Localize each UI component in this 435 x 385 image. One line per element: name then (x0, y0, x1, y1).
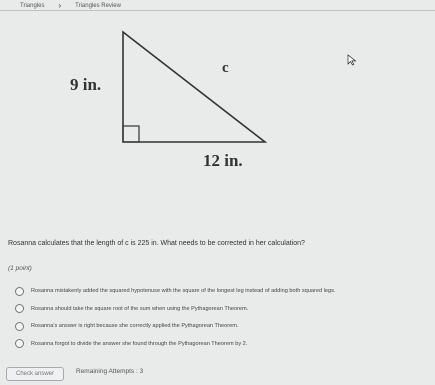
points-label: (1 point) (8, 265, 32, 272)
breadcrumb (20, 1, 121, 10)
radio-button[interactable] (15, 287, 24, 296)
answer-option-label: Rosanna forgot to divide the answer she found through the Pythagorean Theorem by 2. (31, 340, 248, 347)
answer-option-label: Rosanna should take the square root of the sum when using the Pythagorean Theorem. (31, 305, 249, 312)
hypotenuse-label: c (222, 60, 229, 76)
radio-button[interactable] (15, 322, 24, 331)
radio-button[interactable] (15, 304, 24, 313)
right-triangle-figure (60, 22, 280, 182)
mouse-cursor-icon (347, 54, 357, 66)
header-divider (0, 10, 435, 11)
answer-option-label: Rosanna's answer is right because she correctly applied the Pythagorean Theorem. (31, 323, 239, 329)
chevron-right-icon: › (58, 1, 62, 10)
answer-option-2[interactable] (15, 301, 425, 317)
remaining-attempts: Remaining Attempts : 3 (76, 368, 144, 375)
answer-option-3[interactable] (15, 318, 425, 334)
answer-options (15, 283, 425, 353)
question-text: Rosanna calculates that the length of c is 225 in. What needs to be corrected in her calculation? (8, 240, 305, 247)
triangle-outline (123, 32, 265, 142)
leg-label: 9 in. (70, 75, 102, 94)
answer-option-label: Rosanna mistakenly added the squared hypotenuse with the square of the longest leg instead of adding both squared legs. (31, 288, 336, 294)
radio-button[interactable] (15, 339, 24, 348)
check-answer-button[interactable]: Check answer (6, 367, 64, 381)
breadcrumb-parent[interactable]: Triangles (20, 2, 45, 9)
right-angle-marker (123, 126, 139, 142)
breadcrumb-current: Triangles Review (75, 2, 121, 9)
answer-option-1[interactable] (15, 283, 425, 299)
answer-option-4[interactable] (15, 336, 425, 352)
base-label: 12 in. (203, 151, 243, 170)
